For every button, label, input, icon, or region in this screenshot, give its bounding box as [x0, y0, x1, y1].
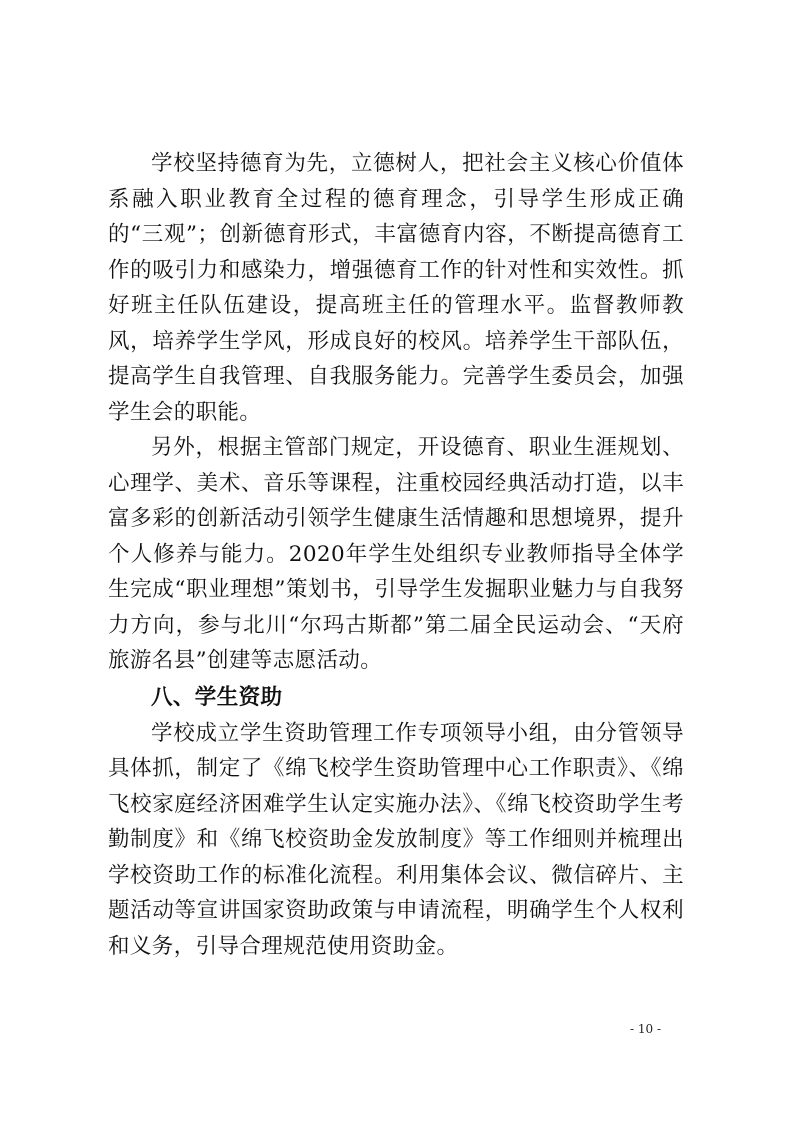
section-heading-student-aid: 八、学生资助 — [151, 684, 283, 710]
paragraph-student-aid: 学校成立学生资助管理工作专项领导小组，由分管领导具体抓，制定了《绵飞校学生资助管理中心工作职责》、《绵飞校家庭经济困难学生认定实施办法》、《绵飞校资助学生考勤制度》和《绵飞校资助金发放制度》等工作细则并梳理出学校资助工作的标准化流程。利用集体会议、微信碎片、主题活动等宣讲国家资助政策与申请流程，明确学生个人权利和义务，引导合理规范使用资助金。 — [108, 720, 684, 959]
paragraph-curriculum-activities: 另外，根据主管部门规定，开设德育、职业生涯规划、心理学、美术、音乐等课程，注重校园经典活动打造，以丰富多彩的创新活动引领学生健康生活情趣和思想境界，提升个人修养与能力。2020年学生处组织专业教师指导全体学生完成“职业理想”策划书，引导学生发掘职业魅力与自我努力方向，参与北川“尔玛古斯都”第二届全民运动会、“天府旅游名县”创建等志愿活动。 — [108, 435, 684, 673]
page-number: - 10 - — [630, 1022, 662, 1036]
document-body — [108, 146, 684, 964]
paragraph-moral-education: 学校坚持德育为先，立德树人，把社会主义核心价值体系融入职业教育全过程的德育理念，引导学生形成正确的“三观”；创新德育形式，丰富德育内容，不断提高德育工作的吸引力和感染力，增强德育工作的针对性和实效性。抓好班主任队伍建设，提高班主任的管理水平。监督教师教风，培养学生学风，形成良好的校风。培养学生干部队伍，提高学生自我管理、自我服务能力。完善学生委员会，加强学生会的职能。 — [108, 151, 684, 425]
